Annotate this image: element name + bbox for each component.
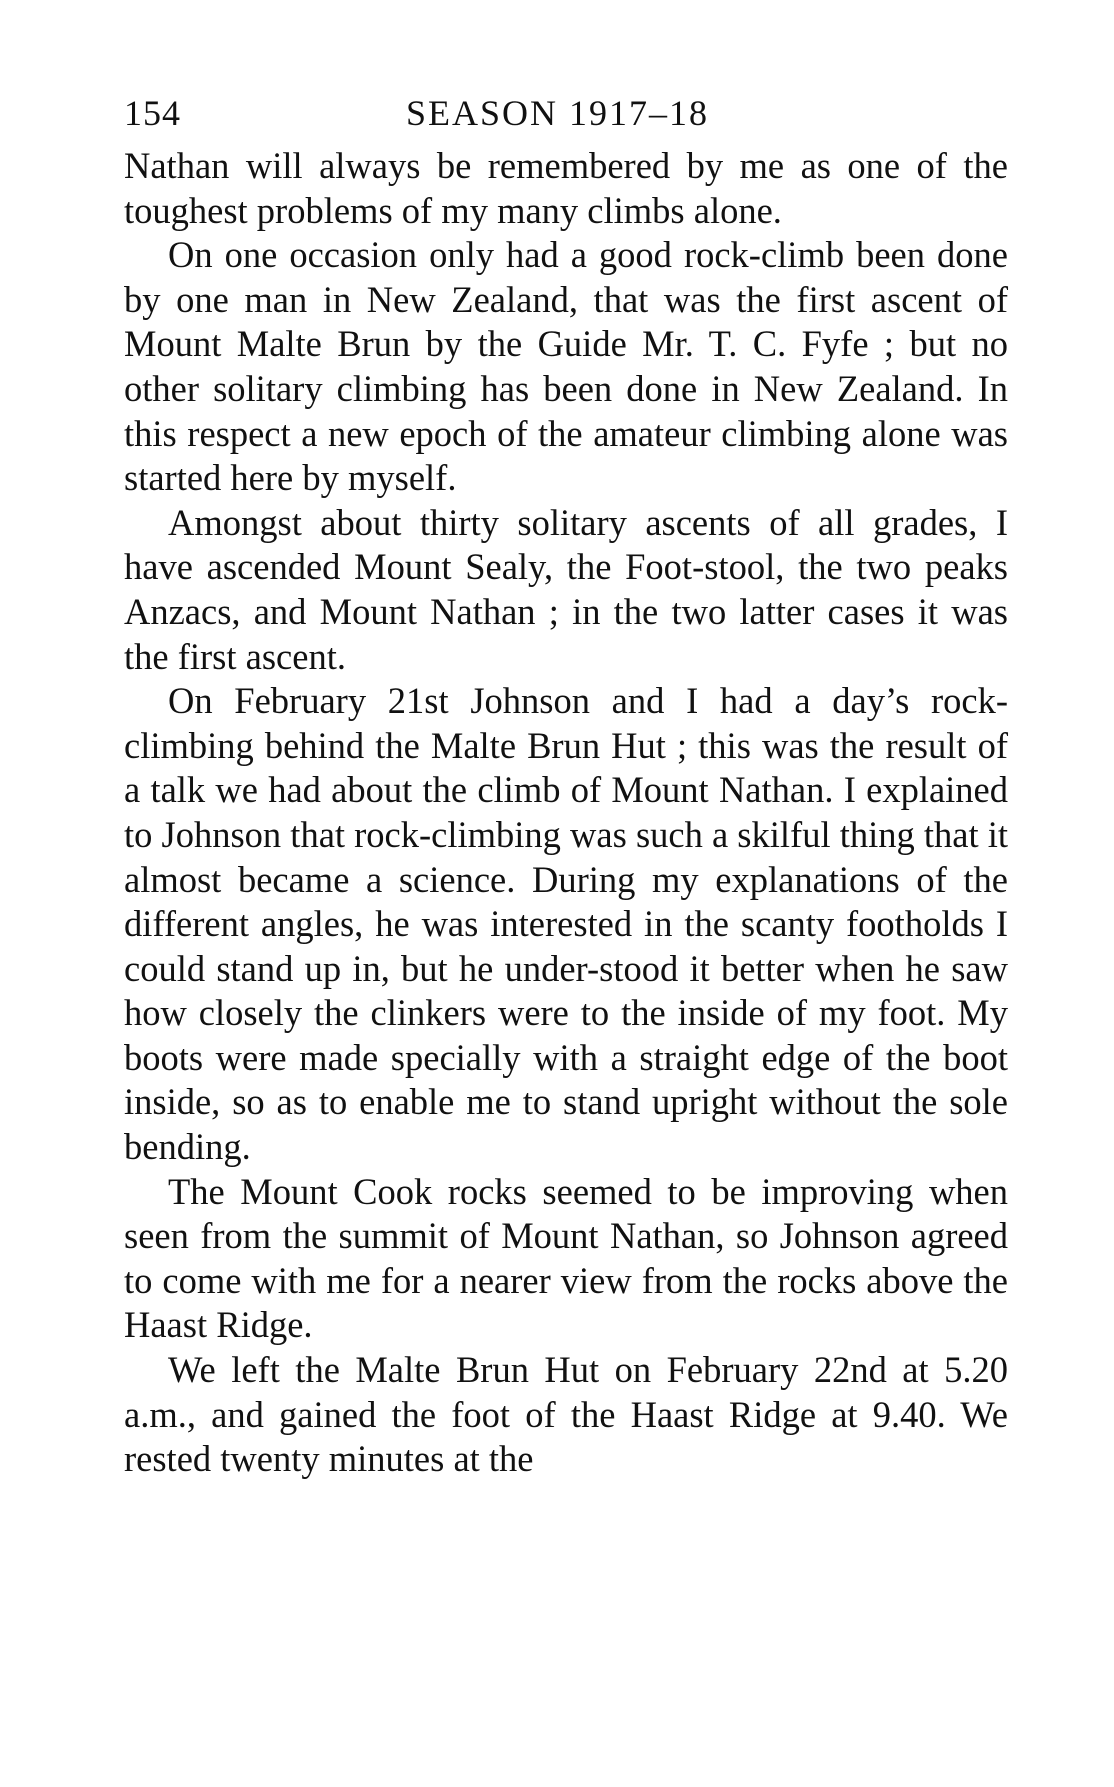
paragraph: The Mount Cook rocks seemed to be improving when seen from the summit of Mount Nathan, so Johnson agreed to come with me for a nearer view from the rocks above the Haast Ridge.: [124, 1170, 1008, 1346]
running-head: [124, 92, 1008, 144]
running-title: SEASON 1917–18: [406, 93, 710, 133]
body-text: [124, 144, 1008, 1482]
book-page: [124, 92, 1008, 1482]
paragraph: On one occasion only had a good rock-climb been done by one man in New Zealand, that was the first ascent of Mount Malte Brun by the Guide Mr. T. C. Fyfe ; but no other solitary climbing has been done in New Zealand. In this respect a new epoch of the amateur climbing alone was started here by myself.: [124, 234, 1008, 499]
paragraph: We left the Malte Brun Hut on February 22nd at 5.20 a.m., and gained the foot of the Haast Ridge at 9.40. We rested twenty minutes at the: [124, 1349, 1008, 1480]
paragraph: On February 21st Johnson and I had a day’s rock-climbing behind the Malte Brun Hut ; this was the result of a talk we had about the climb of Mount Nathan. I explained to Johnson that rock-climbing was such a skilful thing that it almost became a science. During my explanations of the different angles, he was interested in the scanty footholds I could stand up in, but he under-stood it better when he saw how closely the clinkers were to the inside of my foot. My boots were made specially with a straight edge of the boot inside, so as to enable me to stand upright without the sole bending.: [124, 680, 1009, 1168]
page-number: 154: [124, 93, 181, 133]
paragraph-continued: Nathan will always be remembered by me as one of the toughest problems of my many climbs alone.: [124, 145, 1008, 231]
paragraph: Amongst about thirty solitary ascents of all grades, I have ascended Mount Sealy, the Foot-stool, the two peaks Anzacs, and Mount Nathan ; in the two latter cases it was the first ascent.: [124, 501, 1008, 677]
